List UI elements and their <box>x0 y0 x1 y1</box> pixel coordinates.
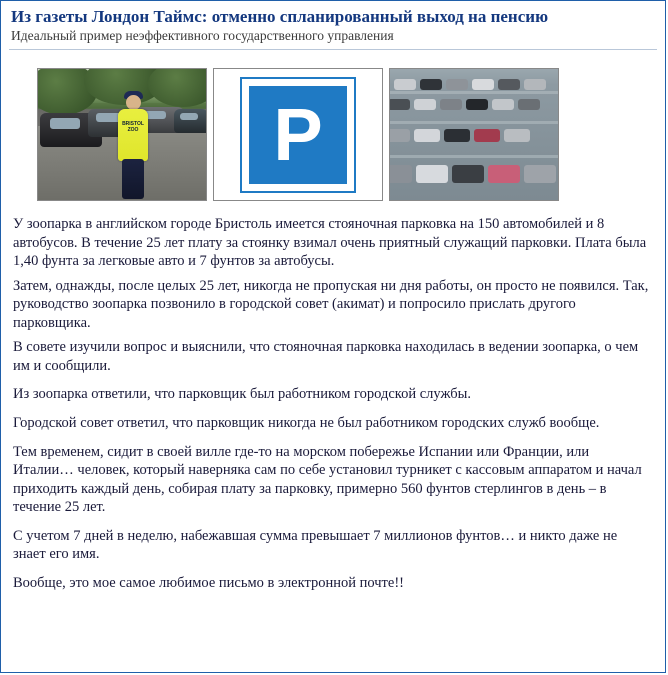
car-icon <box>174 109 207 133</box>
body-paragraph: Из зоопарка ответили, что парковщик был работником городской службы. <box>13 386 472 403</box>
body-paragraph: В совете изучили вопрос и выяснили, что стояночная парковка находилась в ведении зоопарка, о чем им и сообщили. <box>13 339 639 374</box>
article-body <box>1 201 665 592</box>
image-row <box>1 50 665 201</box>
hi-vis-vest <box>118 109 148 161</box>
person-head <box>126 95 141 110</box>
parking-letter: P <box>273 92 323 176</box>
photo-parking-sign <box>213 68 383 201</box>
body-paragraph: С учетом 7 дней в неделю, набежавшая сумма превышает 7 миллионов фунтов… и никто даже не знает его имя. <box>13 527 618 563</box>
parking-sign <box>242 79 354 191</box>
body-paragraph: У зоопарка в английском городе Бристоль имеется стояночная парковка на 150 автомобилей и 8 автобусов. В течение 25 лет плату за стоянку взимал очень приятный служащий парковки. Плата была 1,40 фунта за легковые авто и 7 фунтов за автобусы. <box>13 216 647 270</box>
page-title: Из газеты Лондон Таймс: отменно спланированный выход на пенсию <box>11 7 549 26</box>
page-subtitle: Идеальный пример неэффективного государственного управления <box>11 27 394 43</box>
article-header <box>1 1 665 43</box>
photo-parking-warden <box>37 68 207 201</box>
person-legs <box>122 159 144 199</box>
body-paragraph: Затем, однажды, после целых 25 лет, никогда не пропуская ни дня работы, он просто не появился. Так, руководство зоопарка позвонило в городской совет (акимат) и попросило прислать другого парковщика. <box>13 277 649 331</box>
vest-label: BRISTOL ZOO <box>122 121 144 134</box>
body-paragraph: Вообще, это мое самое любимое письмо в электронной почте!! <box>13 574 404 591</box>
body-paragraph: Тем временем, сидит в своей вилле где-то на морском побережье Испании или Франции, или Италии… человек, который наверняка сам по себе установил турникет с кассовым аппаратом и начал приходить каждый день, собирая плату за парковку, примерно 560 фунтов стерлингов в день – в течение 25 лет. <box>13 443 642 516</box>
body-paragraph: Городской совет ответил, что парковщик никогда не был работником городских служб вообще. <box>13 414 600 431</box>
photo-full-car-park <box>389 68 559 201</box>
